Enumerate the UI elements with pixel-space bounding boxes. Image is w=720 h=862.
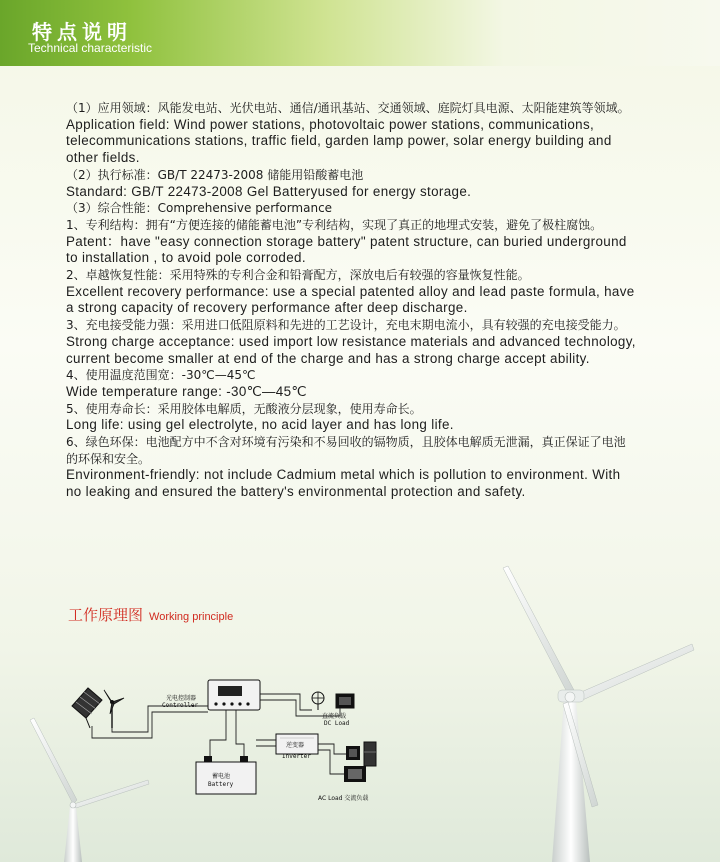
dc-load-label-cn: 直流负载 xyxy=(322,713,347,720)
characteristic-paragraph: Long life: using gel electrolyte, no acid layer and has long life. xyxy=(66,417,454,433)
characteristic-paragraph: Strong charge acceptance: used import low resistance materials and advanced technology, current become smaller at end of the charge and has a strong charge accept ability. xyxy=(66,333,636,366)
controller-icon xyxy=(208,680,260,710)
battery-label-en: Battery xyxy=(208,781,234,788)
wind-generator-icon xyxy=(104,690,124,728)
header-title: 特点说明 xyxy=(32,20,132,44)
battery-label-cn: 蓄电池 xyxy=(212,773,231,780)
controller-label-cn: 光电控制器 xyxy=(166,695,197,702)
header-subtitle: Technical characteristic xyxy=(28,41,153,55)
characteristic-paragraph: 6、绿色环保：电池配方中不含对环境有污染和不易回收的镉物质，且胶体电解质无泄漏，真正保证了电池的环保和安全。 xyxy=(66,435,626,466)
characteristic-paragraph: 3、充电接受能力强：采用进口低阻原料和先进的工艺设计，充电末期电流小，具有较强的充电接受能力。 xyxy=(66,318,626,333)
dc-lamp-icon xyxy=(312,692,324,710)
controller-label-en: Controller xyxy=(162,702,199,709)
characteristic-paragraph: 4、使用温度范围宽：-30℃—45℃ xyxy=(66,368,256,383)
working-principle-title: 工作原理图 xyxy=(68,606,144,624)
characteristic-paragraph: 2、卓越恢复性能：采用特殊的专利合金和铅膏配方，深放电后有较强的容量恢复性能。 xyxy=(66,268,530,283)
dc-load-label-en: DC Load xyxy=(324,720,350,727)
characteristic-paragraph: Patent：have "easy connection storage battery" patent structure, can buried underground to installation , to avoid pole corroded. xyxy=(66,233,627,266)
characteristic-paragraph: （1）应用领域：风能发电站、光伏电站、通信/通讯基站、交通领域、庭院灯具电源、太阳能建筑等领域。 xyxy=(66,101,630,115)
ac-load-label: AC Load 交流负载 xyxy=(318,795,369,802)
characteristic-paragraph: Standard: GB/T 22473-2008 Gel Batteryused for energy storage. xyxy=(66,183,472,199)
characteristic-paragraph: Excellent recovery performance: use a special patented alloy and lead paste formula, have a strong capacity of recovery performance after deep discharge. xyxy=(66,283,635,316)
inverter-label-en: Inverter xyxy=(282,753,311,760)
characteristic-paragraph: 5、使用寿命长：采用胶体电解质，无酸液分层现象，使用寿命长。 xyxy=(66,401,422,416)
characteristic-paragraph: 1、专利结构：拥有“方便连接的储能蓄电池”专利结构，实现了真正的地埋式安装，避免了极柱腐蚀。 xyxy=(66,217,603,232)
characteristic-paragraph: Environment-friendly: not include Cadmium metal which is pollution to environment. With no leaking and ensured the battery's environmental protection and safety. xyxy=(66,467,621,500)
characteristic-paragraph: （3）综合性能：Comprehensive performance xyxy=(66,201,333,216)
characteristic-paragraph: Application field: Wind power stations, photovoltaic power stations, communications, telecommunications stations, traffic field, garden lamp power, solar energy building and other fields. xyxy=(66,116,612,166)
inverter-label-cn: 逆变器 xyxy=(286,742,305,749)
characteristic-paragraph: Wide temperature range: -30℃—45℃ xyxy=(66,383,307,399)
ac-load-icons xyxy=(344,742,376,782)
characteristic-paragraph: （2）执行标准：GB/T 22473-2008 储能用铅酸蓄电池 xyxy=(66,167,364,182)
solar-panel-icon xyxy=(72,688,102,728)
working-principle-subtitle: Working principle xyxy=(149,611,234,623)
dc-tv-icon xyxy=(336,694,354,708)
